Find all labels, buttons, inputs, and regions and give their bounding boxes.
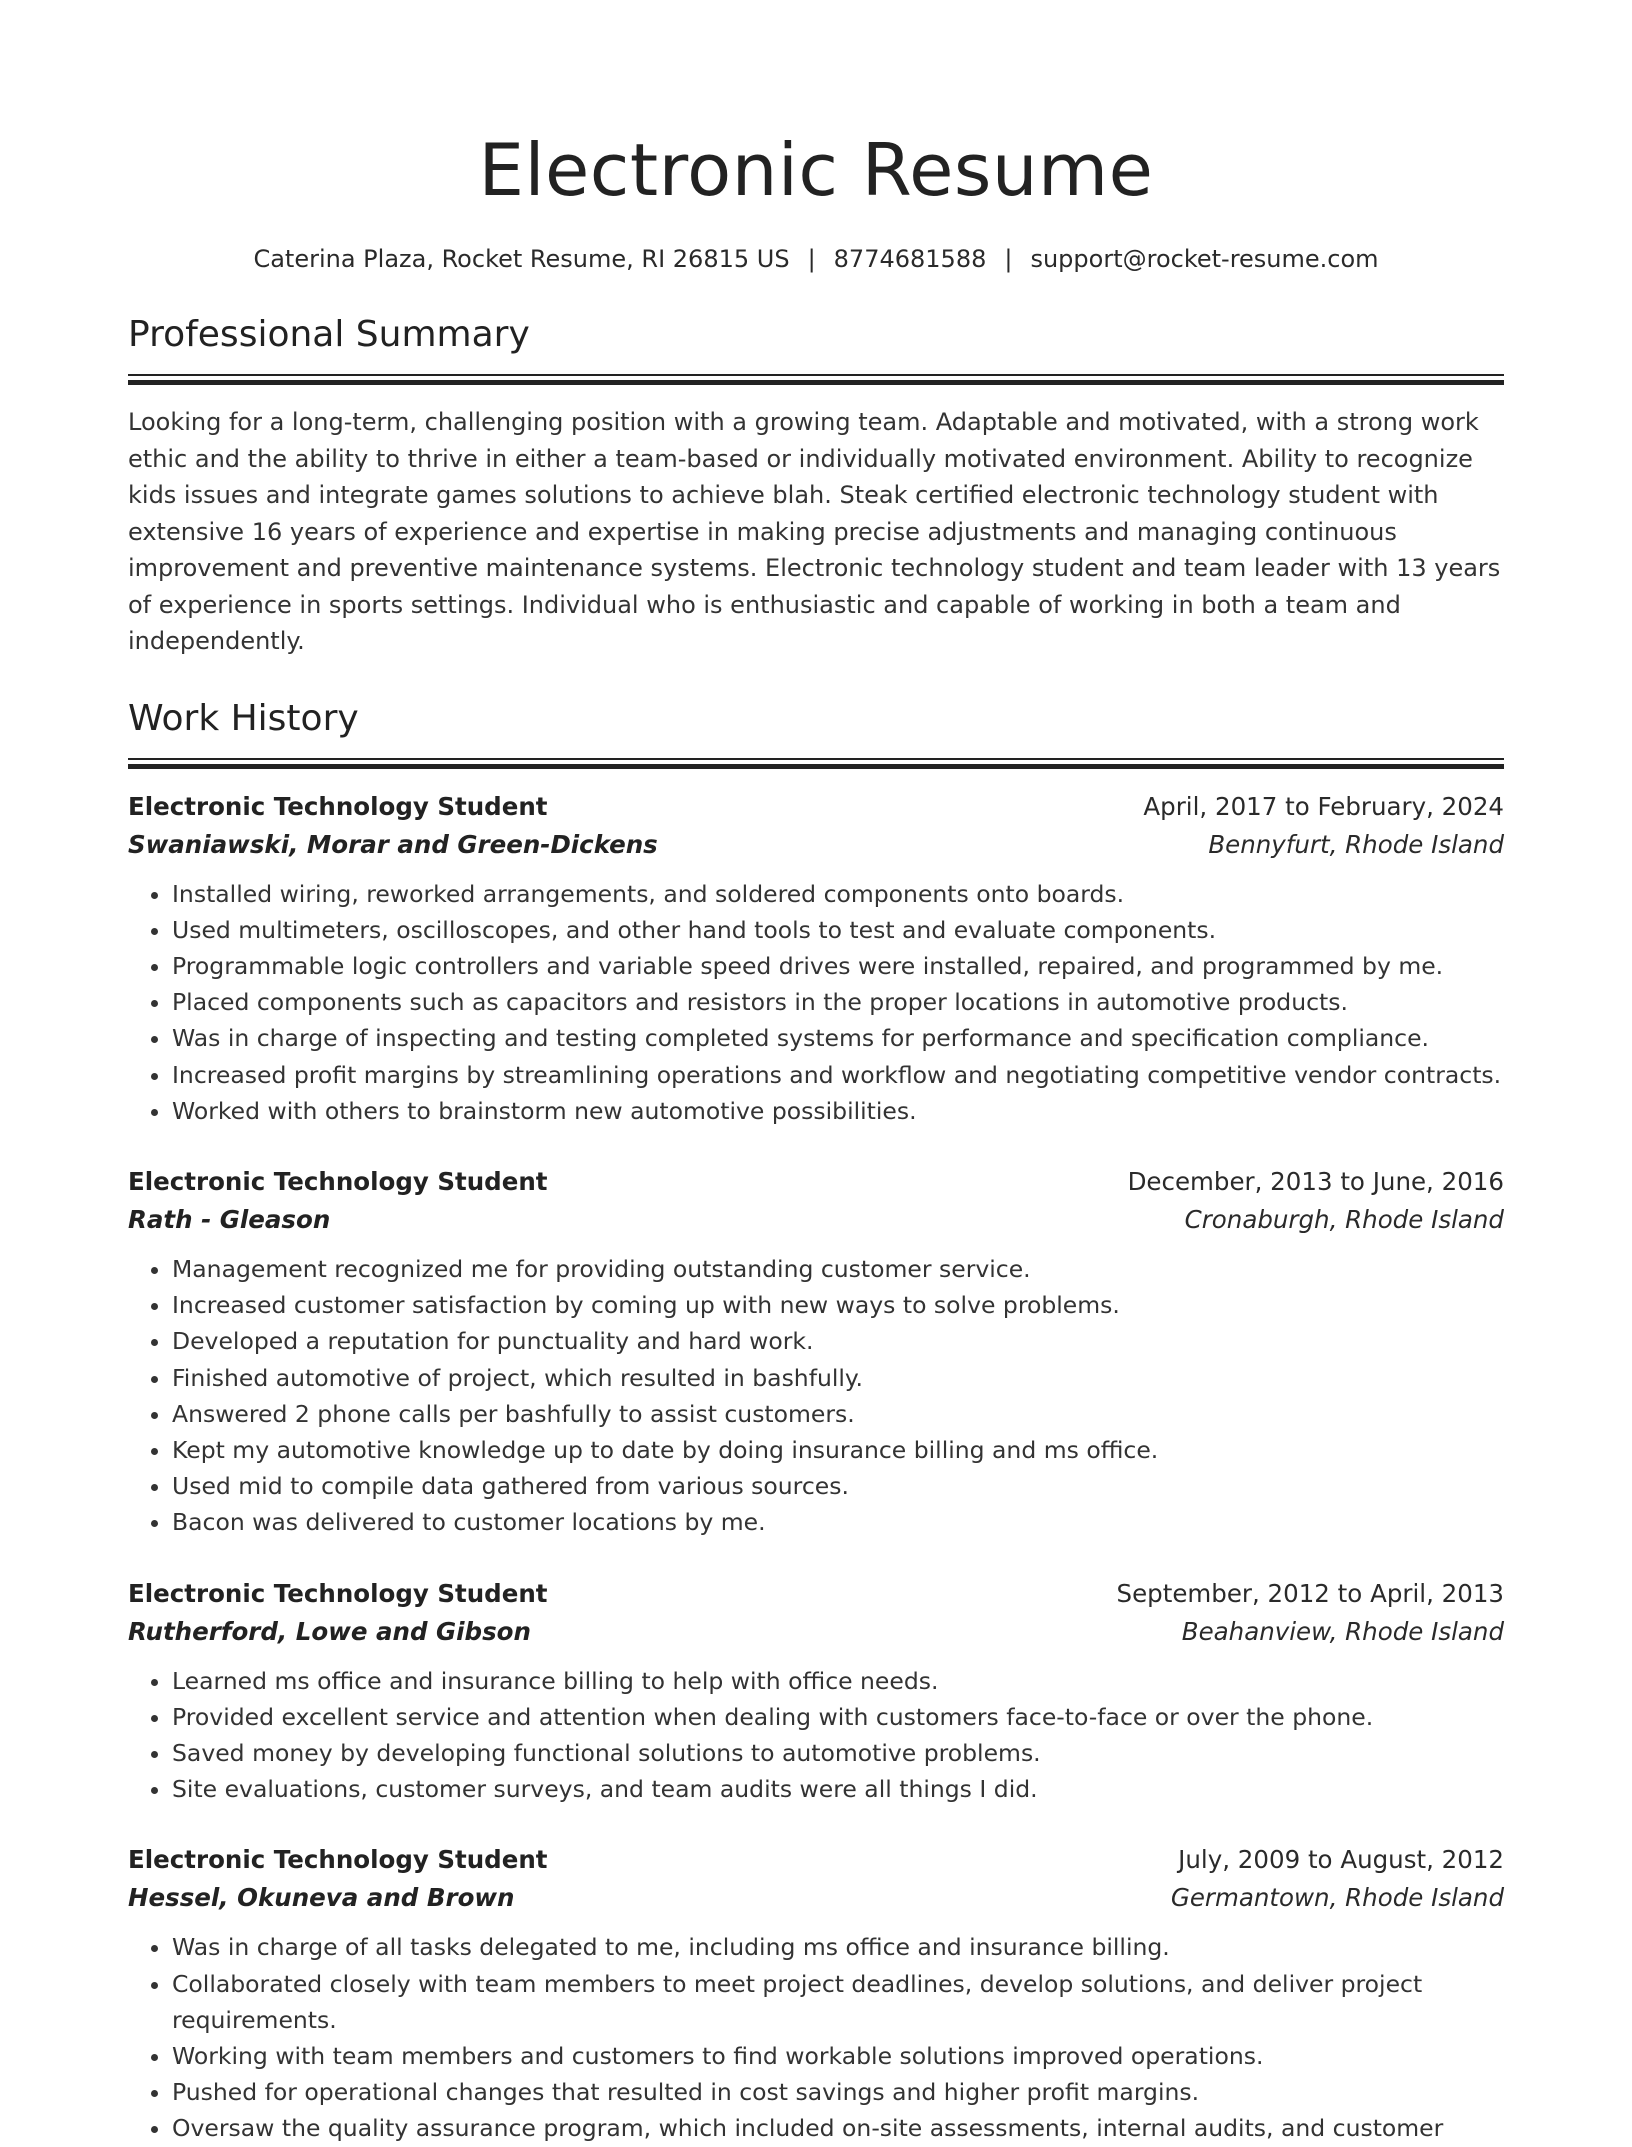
job-entry [128, 1841, 1504, 2146]
job-company: Rath - Gleason [128, 1204, 331, 1234]
bullet-item: • Saved money by developing functional solutions to automotive problems. [172, 1735, 1504, 1771]
contact-email: support@rocket-resume.com [1030, 245, 1379, 273]
bullet-item: • Increased customer satisfaction by coming up with new ways to solve problems. [172, 1287, 1504, 1323]
job-title: Electronic Technology Student [128, 1166, 548, 1196]
job-location: Bennyfurt, Rhode Island [1208, 829, 1504, 859]
contact-separator: | [807, 245, 816, 273]
bullet-item: • Used multimeters, oscilloscopes, and other hand tools to test and evaluate components. [172, 912, 1504, 948]
contact-line [128, 242, 1504, 276]
bullet-item: • Learned ms office and insurance billing to help with office needs. [172, 1663, 1504, 1699]
job-dates: December, 2013 to June, 2016 [1127, 1166, 1504, 1196]
bullet-item: • Pushed for operational changes that resulted in cost savings and higher profit margins. [172, 2074, 1504, 2110]
job-bullets [128, 1251, 1504, 1541]
job-dates: September, 2012 to April, 2013 [1116, 1578, 1504, 1608]
bullet-item: • Site evaluations, customer surveys, and team audits were all things I did. [172, 1771, 1504, 1807]
job-dates: April, 2017 to February, 2024 [1143, 791, 1504, 821]
bullet-item: • Developed a reputation for punctuality and hard work. [172, 1323, 1504, 1359]
contact-address: Caterina Plaza, Rocket Resume, RI 26815 US [253, 245, 790, 273]
job-dates: July, 2009 to August, 2012 [1178, 1845, 1504, 1875]
bullet-item: • Finished automotive of project, which resulted in bashfully. [172, 1360, 1504, 1396]
bullet-item: • Was in charge of inspecting and testing completed systems for performance and specification compliance. [172, 1020, 1504, 1056]
job-title: Electronic Technology Student [128, 1578, 548, 1608]
job-location: Cronaburgh, Rhode Island [1184, 1204, 1504, 1234]
section-divider [128, 758, 1504, 768]
summary-text: Looking for a long-term, challenging position with a growing team. Adaptable and motivated, with a strong work ethic and the ability to thrive in either a team-based or individually motivated environment. Ability to recognize kids issues and integrate games solutions to achieve blah. Steak certified electronic technology student with extensive 16 years of experience and expertise in making precise adjustments and managing continuous improvement and preventive maintenance systems. Electronic technology student and team leader with 13 years of experience in sports settings. Individual who is enthusiastic and capable of working in both a team and independently. [128, 408, 1501, 655]
work-history-section [128, 694, 1504, 2147]
section-divider [128, 374, 1504, 384]
bullet-item: • Placed components such as capacitors and resistors in the proper locations in automotive products. [172, 984, 1504, 1020]
bullet-item: • Answered 2 phone calls per bashfully to assist customers. [172, 1396, 1504, 1432]
job-entry [128, 788, 1504, 1129]
section-title-work-history: Work History [128, 697, 359, 739]
bullet-item: • Bacon was delivered to customer locations by me. [172, 1504, 1504, 1540]
job-entry [128, 1575, 1504, 1808]
job-company: Rutherford, Lowe and Gibson [128, 1616, 531, 1646]
job-title: Electronic Technology Student [128, 1845, 548, 1875]
bullet-item: • Was in charge of all tasks delegated to me, including ms office and insurance billing. [172, 1929, 1504, 1965]
job-location: Germantown, Rhode Island [1170, 1883, 1504, 1913]
bullet-item: • Used mid to compile data gathered from various sources. [172, 1468, 1504, 1504]
bullet-item: • Installed wiring, reworked arrangements, and soldered components onto boards. [172, 876, 1504, 912]
job-company: Swaniawski, Morar and Green-Dickens [128, 829, 658, 859]
bullet-item: • Management recognized me for providing outstanding customer service. [172, 1251, 1504, 1287]
bullet-item: • Oversaw the quality assurance program, which included on-site assessments, internal audits, and customer [172, 2110, 1504, 2146]
job-bullets [128, 1663, 1504, 1808]
summary-section [128, 310, 1504, 660]
job-bullets [128, 1929, 1504, 2146]
bullet-item: • Kept my automotive knowledge up to date by doing insurance billing and ms office. [172, 1432, 1504, 1468]
job-entry [128, 1163, 1504, 1541]
job-bullets [128, 876, 1504, 1129]
job-location: Beahanview, Rhode Island [1181, 1616, 1504, 1646]
resume-name: Electronic Resume [478, 128, 1154, 212]
bullet-item: • Programmable logic controllers and variable speed drives were installed, repaired, and programmed by me. [172, 948, 1504, 984]
section-title-summary: Professional Summary [128, 314, 530, 355]
job-title: Electronic Technology Student [128, 791, 548, 821]
bullet-item: • Working with team members and customers to find workable solutions improved operations. [172, 2038, 1504, 2074]
job-company: Hessel, Okuneva and Brown [128, 1883, 515, 1913]
contact-phone: 8774681588 [833, 245, 987, 273]
bullet-item: • Collaborated closely with team members to meet project deadlines, develop solutions, and deliver project requirements. [172, 1966, 1504, 2038]
bullet-item: • Provided excellent service and attention when dealing with customers face-to-face or over the phone. [172, 1699, 1504, 1735]
bullet-item: • Increased profit margins by streamlining operations and workflow and negotiating competitive vendor contracts. [172, 1057, 1504, 1093]
contact-separator: | [1004, 245, 1013, 273]
bullet-item: • Worked with others to brainstorm new automotive possibilities. [172, 1093, 1504, 1129]
